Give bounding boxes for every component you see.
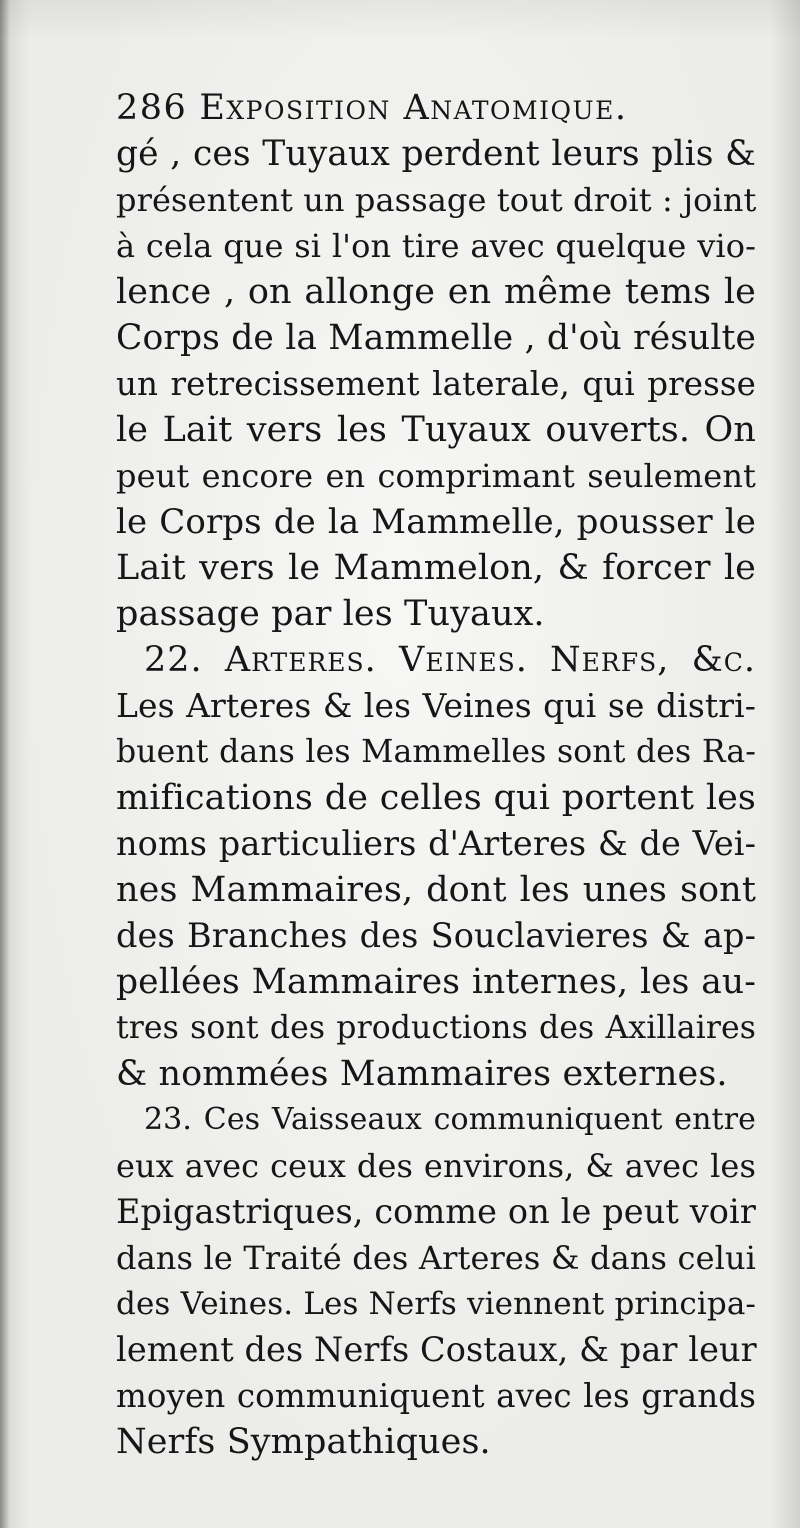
text-line: gé , ces Tuyaux perdent leurs plis & bbox=[116, 134, 756, 174]
page-gutter-shadow bbox=[0, 0, 10, 1528]
text-line: à cela que si l'on tire avec quelque vio- bbox=[116, 227, 756, 265]
text-line: Corps de la Mammelle , d'où résulte bbox=[116, 318, 756, 358]
text-line: lence , on allonge en même tems le bbox=[116, 272, 756, 312]
text-line: nes Mammaires, dont les unes sont bbox=[116, 870, 756, 910]
text-line: lement des Nerfs Costaux, & par leur bbox=[116, 1330, 757, 1369]
text-line: le Lait vers les Tuyaux ouverts. On bbox=[116, 410, 756, 450]
text-line: moyen communiquent avec les grands bbox=[116, 1377, 756, 1415]
running-title: Exposition Anatomique. bbox=[199, 88, 628, 128]
text-line: noms particuliers d'Arteres & de Vei- bbox=[116, 824, 756, 863]
section-heading: 22. Arteres. Veines. Nerfs, &c. bbox=[144, 640, 756, 680]
text-line: un retrecissement laterale, qui presse bbox=[116, 365, 756, 403]
paragraph-start: 23. Ces Vaisseaux communiquent entre bbox=[144, 1102, 756, 1137]
text-line: Les Arteres & les Veines qui se distri- bbox=[116, 686, 756, 725]
running-header bbox=[116, 86, 756, 130]
text-line: peut encore en comprimant seulement bbox=[116, 457, 756, 495]
text-line: des Veines. Les Nerfs viennent principa- bbox=[116, 1286, 756, 1322]
text-line: mifications de celles qui portent les bbox=[116, 778, 756, 818]
text-line: dans le Traité des Arteres & dans celui bbox=[116, 1239, 756, 1277]
text-line: le Corps de la Mammelle, pousser le bbox=[116, 502, 756, 542]
text-line: Lait vers le Mammelon, & forcer le bbox=[116, 548, 756, 588]
text-line: & nommées Mammaires externes. bbox=[116, 1054, 728, 1094]
text-line: Nerfs Sympathiques. bbox=[116, 1422, 491, 1462]
text-line: buent dans les Mammelles sont des Ra- bbox=[116, 734, 756, 770]
text-line: tres sont des productions des Axillaires bbox=[116, 1010, 756, 1046]
text-line: présentent un passage tout droit : joint bbox=[116, 181, 757, 219]
text-line: passage par les Tuyaux. bbox=[116, 594, 545, 634]
text-line: Epigastriques, comme on le peut voir bbox=[116, 1192, 756, 1231]
page-number: 286 bbox=[116, 88, 188, 128]
text-line: eux avec ceux des environs, & avec les bbox=[116, 1147, 756, 1185]
text-line: des Branches des Souclavieres & ap- bbox=[116, 916, 756, 955]
text-line: pellées Mammaires internes, les au- bbox=[116, 962, 756, 1002]
